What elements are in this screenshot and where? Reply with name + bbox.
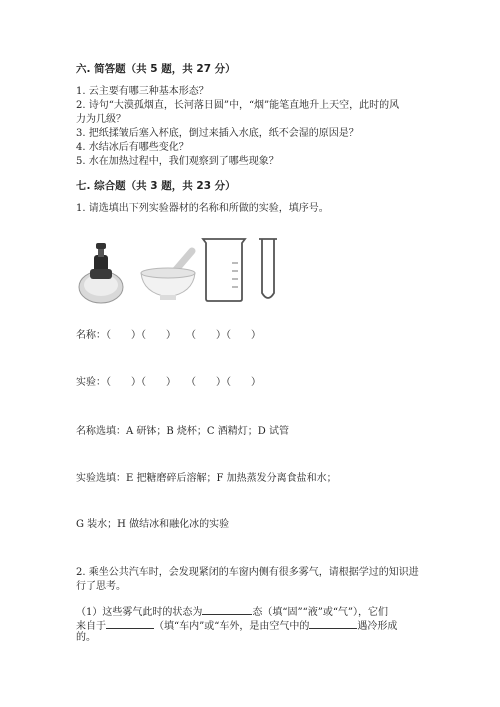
- q2-sub1-text-d: （填“车内”或“车外，是由空气中的: [154, 621, 310, 632]
- q2-sub1-text-a: （1）这些雾气此时的状态为: [76, 607, 203, 618]
- section6-item-4: 4. 水结冰后有哪些变化？: [76, 142, 189, 153]
- blank-source[interactable]: [106, 617, 154, 629]
- mortar-pestle-icon: [138, 247, 198, 302]
- q1-experiment-options-2: G 装水；H 做结冰和融化冰的实验: [76, 519, 230, 530]
- section6-item-1: 1. 云主要有哪三种基本形态？: [76, 86, 209, 97]
- section6-item-5: 5. 水在加热过程中，我们观察到了哪些现象？: [76, 156, 279, 167]
- q2-sub1-line3: 的。: [76, 632, 96, 643]
- q2-sub1-text-b: 态（填“固”“液”或“气”），它们: [252, 607, 389, 618]
- q1-prompt: 1. 请选填出下列实验器材的名称和所做的实验，填序号。: [76, 203, 329, 214]
- q2-prompt-line2: 行了思考。: [76, 581, 126, 592]
- blank-state[interactable]: [202, 603, 252, 615]
- q1-name-options: 名称选填：A 研钵；B 烧杯；C 酒精灯；D 试管: [76, 426, 289, 437]
- beaker-icon: [200, 237, 248, 303]
- q2-sub1-text-e: 遇冷形成: [357, 621, 398, 632]
- blank-substance[interactable]: [309, 617, 357, 629]
- q1-experiment-row: 实验：（ ）（ ） （ ）（ ）: [76, 377, 261, 388]
- q2-sub1-line2: [76, 617, 397, 634]
- section6-item-3: 3. 把纸揉皱后塞入杯底，倒过来插入水底，纸不会湿的原因是？: [76, 128, 359, 139]
- q1-name-row: 名称：（ ）（ ） （ ）（ ）: [76, 330, 261, 341]
- q2-prompt-line1: 2. 乘坐公共汽车时，会发现紧闭的车窗内侧有很多雾气，请根据学过的知识进: [76, 567, 419, 578]
- lab-equipment-images: [76, 233, 286, 305]
- section7-heading: 七. 综合题（共 3 题，共 23 分）: [76, 180, 236, 192]
- q2-sub1-text-c: 来自于: [76, 621, 106, 632]
- section6-item-2-cont: 力为几级？: [76, 114, 126, 125]
- alcohol-lamp-icon: [76, 239, 126, 305]
- section6-heading: 六. 简答题（共 5 题，共 27 分）: [76, 63, 236, 75]
- section6-item-2: 2. 诗句“大漠孤烟直，长河落日圆”中，“烟”能笔直地升上天空，此时的风: [76, 100, 400, 111]
- q1-experiment-options-1: 实验选填：E 把糖磨碎后溶解；F 加热蒸发分离食盐和水；: [76, 473, 337, 484]
- test-tube-icon: [258, 237, 278, 303]
